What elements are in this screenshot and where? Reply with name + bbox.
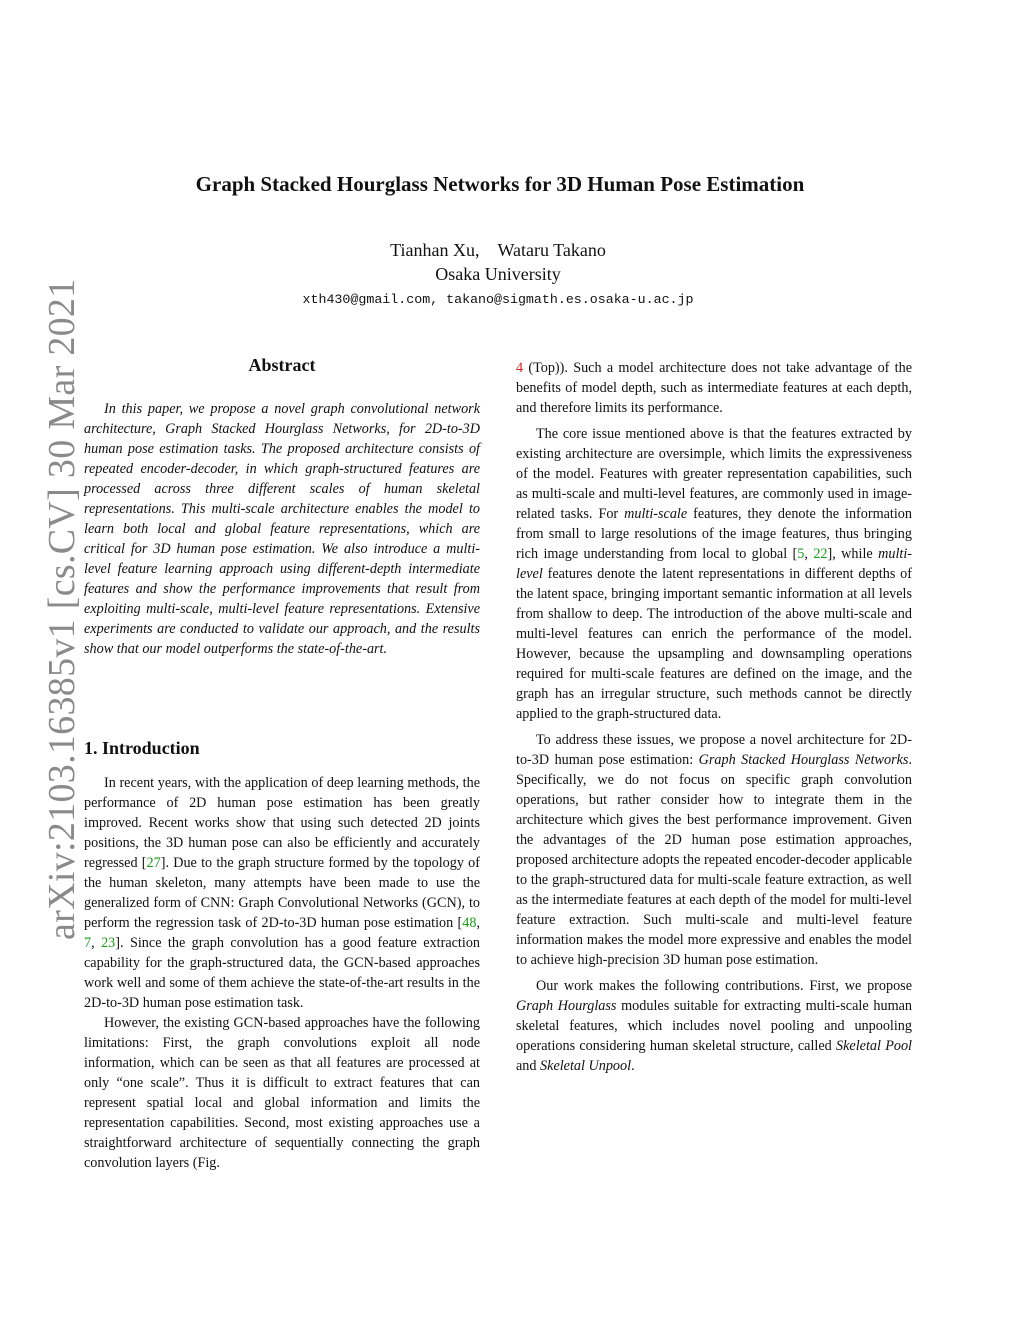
author-emails: xth430@gmail.com, takano@sigmath.es.osaka-u.ac.jp — [302, 292, 694, 307]
intro-paragraph-2-continued — [516, 358, 912, 418]
emphasis: Graph Stacked Hourglass Networks — [698, 752, 909, 768]
text-run: ], while — [827, 546, 879, 562]
intro-paragraph-3: The core issue mentioned above is that the features extracted by existing architecture are oversimple, which limits the expressiveness of the model. Features with greater representation capabilities, such as multi-scale and multi-level features, are commonly used in image-related tasks. For multi-scale features, they denote the information from small to large resolutions of the image features, thus bringing rich image understanding from local to global [5, 22], while multi-level features denote the latent representations in different depths of the latent space, bringing important semantic information at all levels from shallow to deep. The introduction of the above multi-scale and multi-level features can enrich the performance of the model. However, because the upsampling and downsampling operations required for multi-scale features are defined on the image, and the graph has an irregular structure, such methods cannot be directly applied to the graph-structured data. — [516, 426, 912, 722]
emphasis: Skeletal Pool — [836, 1038, 913, 1054]
text-run: The core issue mentioned above is that the features extracted by existing architecture are oversimple, which limits the expressiveness of the model. Features with greater representation capabilities, such as multi-scale and multi-level features, are commonly used in image-related tasks. For — [516, 426, 912, 522]
text-run: ]. Since the graph convolution has a good feature extraction capability for the graph-structured data, the GCN-based approaches work well and some of them achieve the state-of-the-art results in the 2D-to-3D human pose estimation task. — [84, 935, 481, 1011]
arxiv-identifier: arXiv:2103.16385v1 [cs.CV] 30 Mar 2021 — [41, 278, 83, 940]
citation-link[interactable]: 27 — [146, 855, 161, 871]
introduction-left-column — [84, 773, 480, 1173]
text-run: features, they denote the information from small to large resolutions of the image features, thus bringing rich image understanding from local to global [ — [516, 506, 912, 562]
emphasis: Graph Hourglass — [516, 998, 617, 1014]
affiliation: Osaka University — [435, 264, 561, 284]
citation-link[interactable]: 5 — [797, 546, 805, 562]
text-run: To address these issues, we propose a novel architecture for 2D-to-3D human pose estimation: — [516, 732, 912, 768]
emphasis: Skeletal Unpool — [540, 1058, 632, 1074]
text-run: . — [631, 1058, 635, 1074]
abstract-heading: Abstract — [248, 355, 316, 375]
emphasis: multi-scale — [624, 506, 688, 522]
figure-link[interactable]: 4 — [516, 360, 524, 376]
citation-link[interactable]: 48 — [462, 915, 477, 931]
citation-link[interactable]: 22 — [813, 546, 828, 562]
text-run: In recent years, with the application of deep learning methods, the performance of 2D human pose estimation has been greatly improved. Recent works show that using such detected 2D joints positions, the 3D human pose can also be efficiently and accurately regressed [ — [84, 775, 480, 871]
text-run: modules suitable for extracting multi-scale human skeletal features, which includes novel pooling and unpooling operations considering human skeletal structure, called — [516, 998, 912, 1054]
author-list — [0, 240, 996, 261]
text-run: Our work makes the following contributions. First, we propose — [536, 978, 912, 994]
emphasis: multi-level — [516, 546, 912, 582]
text-run: features denote the latent representations in different depths of the latent space, bringing important semantic information at all levels from shallow to deep. The introduction of the above multi-scale and multi-level features can enrich the performance of the model. However, because the upsampling and downsampling operations required for multi-scale features are defined on the image, and the graph has an irregular structure, such methods cannot be directly applied to the graph-structured data. — [516, 566, 912, 722]
text-run: ]. Due to the graph structure formed by the topology of the human skeleton, many attempts have been made to use the generalized form of CNN: Graph Convolutional Networks (GCN), to perform the regression task of 2D-to-3D human pose estimation [ — [84, 855, 481, 931]
intro-paragraph-1: In recent years, with the application of deep learning methods, the performance of 2D human pose estimation has been greatly improved. Recent works show that using such detected 2D joints positions, the 3D human pose can also be efficiently and accurately regressed [27]. Due to the graph structure formed by the topology of the human skeleton, many attempts have been made to use the generalized form of CNN: Graph Convolutional Networks (GCN), to perform the regression task of 2D-to-3D human pose estimation [48, 7, 23]. Since the graph convolution has a good feature extraction capability for the graph-structured data, the GCN-based approaches work well and some of them achieve the state-of-the-art results in the 2D-to-3D human pose estimation task. — [84, 775, 481, 1011]
text-run: (Top)). Such a model architecture does not take advantage of the benefits of model depth, such as intermediate features at each depth, and therefore limits its performance. — [516, 360, 912, 416]
intro-paragraph-5 — [516, 976, 912, 1076]
text-run: However, the existing GCN-based approaches have the following limitations: First, the graph convolutions exploit all node information, which can be seen as that all features are processed at only “one scale”. Thus it is difficult to extract features that can represent spatial local and global information and limits the representation capabilities. Second, most existing approaches use a straightforward architecture of sequentially connecting the graph convolution layers (Fig. — [84, 1015, 480, 1171]
introduction-right-column — [516, 358, 912, 1076]
author-name: Wataru Takano — [497, 240, 606, 260]
introduction-heading: 1. Introduction — [84, 738, 200, 758]
paper-title: Graph Stacked Hourglass Networks for 3D Human Pose Estimation — [195, 172, 805, 196]
text-run: . Specifically, we do not focus on specific graph convolution operations, but rather consider how to integrate them in the architecture which gives the best performance improvement. Given the advantages of the 2D human pose estimation approaches, proposed architecture adopts the repeated encoder-decoder applicable to the graph-structured data for multi-scale feature extraction, as well as the intermediate features at each depth of the model for multi-level feature extraction. Such multi-scale and multi-level feature information makes the model more expressive and enables the model to achieve high-precision 3D human pose estimation. — [516, 752, 912, 968]
citation-link[interactable]: 7 — [84, 935, 92, 951]
author-name: Tianhan Xu, — [390, 240, 480, 260]
intro-paragraph-2 — [84, 1013, 480, 1173]
abstract-text — [84, 399, 480, 659]
intro-paragraph-4 — [516, 730, 912, 970]
abstract-paragraph: In this paper, we propose a novel graph convolutional network architecture, Graph Stacked Hourglass Networks, for 2D-to-3D human pose estimation tasks. The proposed architecture consists of repeated encoder-decoder, in which graph-structured features are processed across three different scales of human skeletal representations. This multi-scale architecture enables the model to learn both local and global feature representations, which are critical for 3D human pose estimation. We also introduce a multi-level feature learning approach using different-depth intermediate features and show the performance improvements that result from exploiting multi-scale, multi-level feature representations. Extensive experiments are conducted to validate our approach, and the results show that our model outperforms the state-of-the-art. — [84, 401, 480, 657]
citation-link[interactable]: 23 — [101, 935, 116, 951]
text-run: and — [516, 1058, 541, 1074]
